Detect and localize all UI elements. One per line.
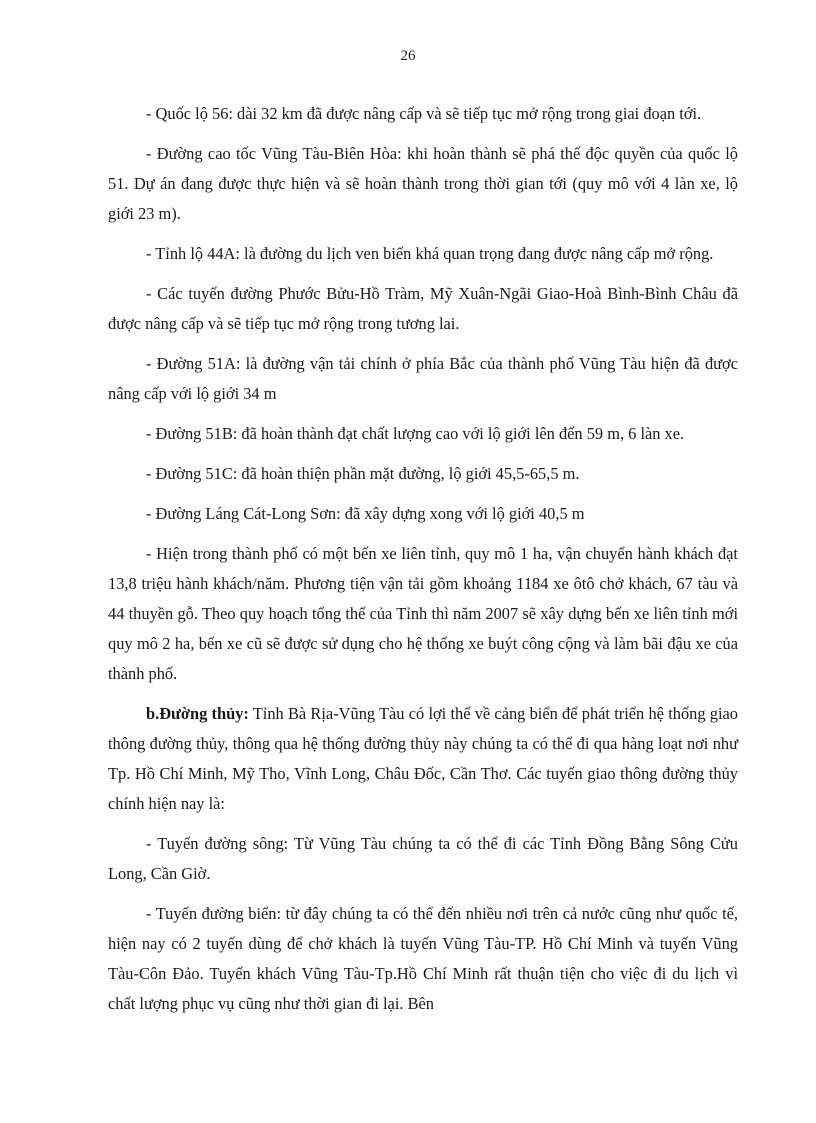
paragraph-road-51b: - Đường 51B: đã hoàn thành đạt chất lượng cao với lộ giới lên đến 59 m, 6 làn xe.	[146, 424, 685, 443]
paragraph-waterway	[108, 699, 738, 819]
paragraph-local-routes: - Các tuyến đường Phước Bửu-Hồ Tràm, Mỹ Xuân-Ngãi Giao-Hoà Bình-Bình Châu đã được nâng cấp và sẽ tiếp tục mở rộng trong tương lai.	[108, 284, 738, 333]
waterway-heading: b.Đường thủy:	[146, 704, 249, 723]
paragraph-tl44a: - Tỉnh lộ 44A: là đường du lịch ven biển khá quan trọng đang được nâng cấp mở rộng.	[146, 244, 714, 263]
page-body	[108, 99, 738, 1029]
waterway-text: Tỉnh Bà Rịa-Vũng Tàu có lợi thế về cảng biển để phát triển hệ thống giao thông đường thủy, thông qua hệ thống đường thủy này chúng ta có thể đi qua hàng loạt nơi như Tp. Hồ Chí Minh, Mỹ Tho, Vĩnh Long, Châu Đốc, Cần Thơ. Các tuyến giao thông đường thủy chính hiện nay là:	[108, 704, 738, 813]
paragraph-expressway: - Đường cao tốc Vũng Tàu-Biên Hòa: khi hoàn thành sẽ phá thế độc quyền của quốc lộ 51. Dự án đang được thực hiện và sẽ hoàn thành trong thời gian tới (quy mô với 4 làn xe, lộ giới 23 m).	[108, 144, 738, 223]
page-number: 26	[400, 48, 416, 64]
paragraph-sea-route: - Tuyến đường biển: từ đây chúng ta có thể đến nhiều nơi trên cả nước cũng như quốc tế, hiện nay có 2 tuyến dùng để chở khách là tuyến Vũng Tàu-TP. Hồ Chí Minh và tuyến Vũng Tàu-Côn Đảo. Tuyến khách Vũng Tàu-Tp.Hồ Chí Minh rất thuận tiện cho việc đi du lịch vì chất lượng phục vụ cũng như thời gian đi lại. Bên	[108, 904, 738, 1013]
paragraph-river-route: - Tuyến đường sông: Từ Vũng Tàu chúng ta có thể đi các Tỉnh Đồng Bằng Sông Cửu Long, Cần Giờ.	[108, 834, 738, 883]
paragraph-road-51c: - Đường 51C: đã hoàn thiện phần mặt đường, lộ giới 45,5-65,5 m.	[146, 464, 580, 483]
paragraph-ql56: - Quốc lộ 56: dài 32 km đã được nâng cấp và sẽ tiếp tục mở rộng trong giai đoạn tới.	[146, 104, 702, 123]
paragraph-road-51a: - Đường 51A: là đường vận tải chính ở phía Bắc của thành phố Vũng Tàu hiện đã được nâng cấp với lộ giới 34 m	[108, 354, 738, 403]
paragraph-lang-cat: - Đường Láng Cát-Long Sơn: đã xây dựng xong với lộ giới 40,5 m	[146, 504, 585, 523]
paragraph-bus-station: - Hiện trong thành phố có một bến xe liên tỉnh, quy mô 1 ha, vận chuyển hành khách đạt 13,8 triệu hành khách/năm. Phương tiện vận tải gồm khoảng 1184 xe ôtô chở khách, 67 tàu và 44 thuyền gỗ. Theo quy hoạch tổng thể của Tỉnh thì năm 2007 sẽ xây dựng bến xe liên tỉnh mới quy mô 2 ha, bến xe cũ sẽ được sử dụng cho hệ thống xe buýt công cộng và làm bãi đậu xe của thành phố.	[108, 544, 738, 683]
